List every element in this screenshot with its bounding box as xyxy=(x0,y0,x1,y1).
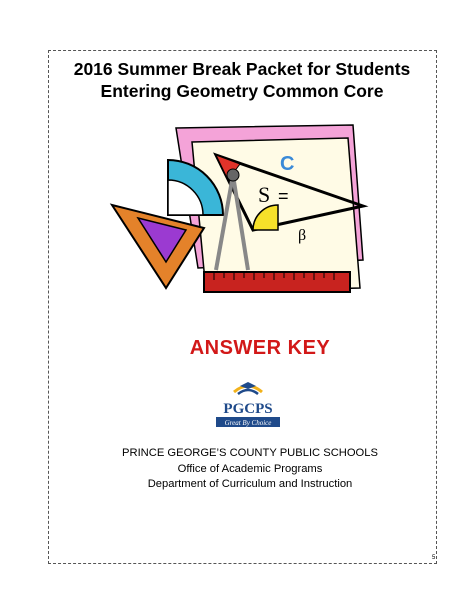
department-name: Department of Curriculum and Instruction xyxy=(147,478,353,490)
title-line-1: 2016 Summer Break Packet for Students xyxy=(73,59,411,79)
logo-tagline: Great By Choice xyxy=(224,419,272,427)
clipart-label-c: C xyxy=(280,153,295,175)
pgcps-logo xyxy=(212,378,284,434)
district-name: PRINCE GEORGE’S COUNTY PUBLIC SCHOOLS xyxy=(122,447,378,459)
clipart-label-b: β xyxy=(298,227,307,244)
logo-name: PGCPS xyxy=(223,401,273,417)
district-info xyxy=(100,446,400,493)
page-number: 5 xyxy=(432,555,436,561)
clipart-label-s: S xyxy=(258,182,271,207)
office-name: Office of Academic Programs xyxy=(177,462,323,475)
page-title xyxy=(52,58,432,102)
title-line-2: Entering Geometry Common Core xyxy=(100,81,384,101)
clipart-label-equals: = xyxy=(278,186,289,206)
geometry-tools-clipart xyxy=(108,120,378,300)
answer-key-heading: ANSWER KEY xyxy=(189,337,331,359)
